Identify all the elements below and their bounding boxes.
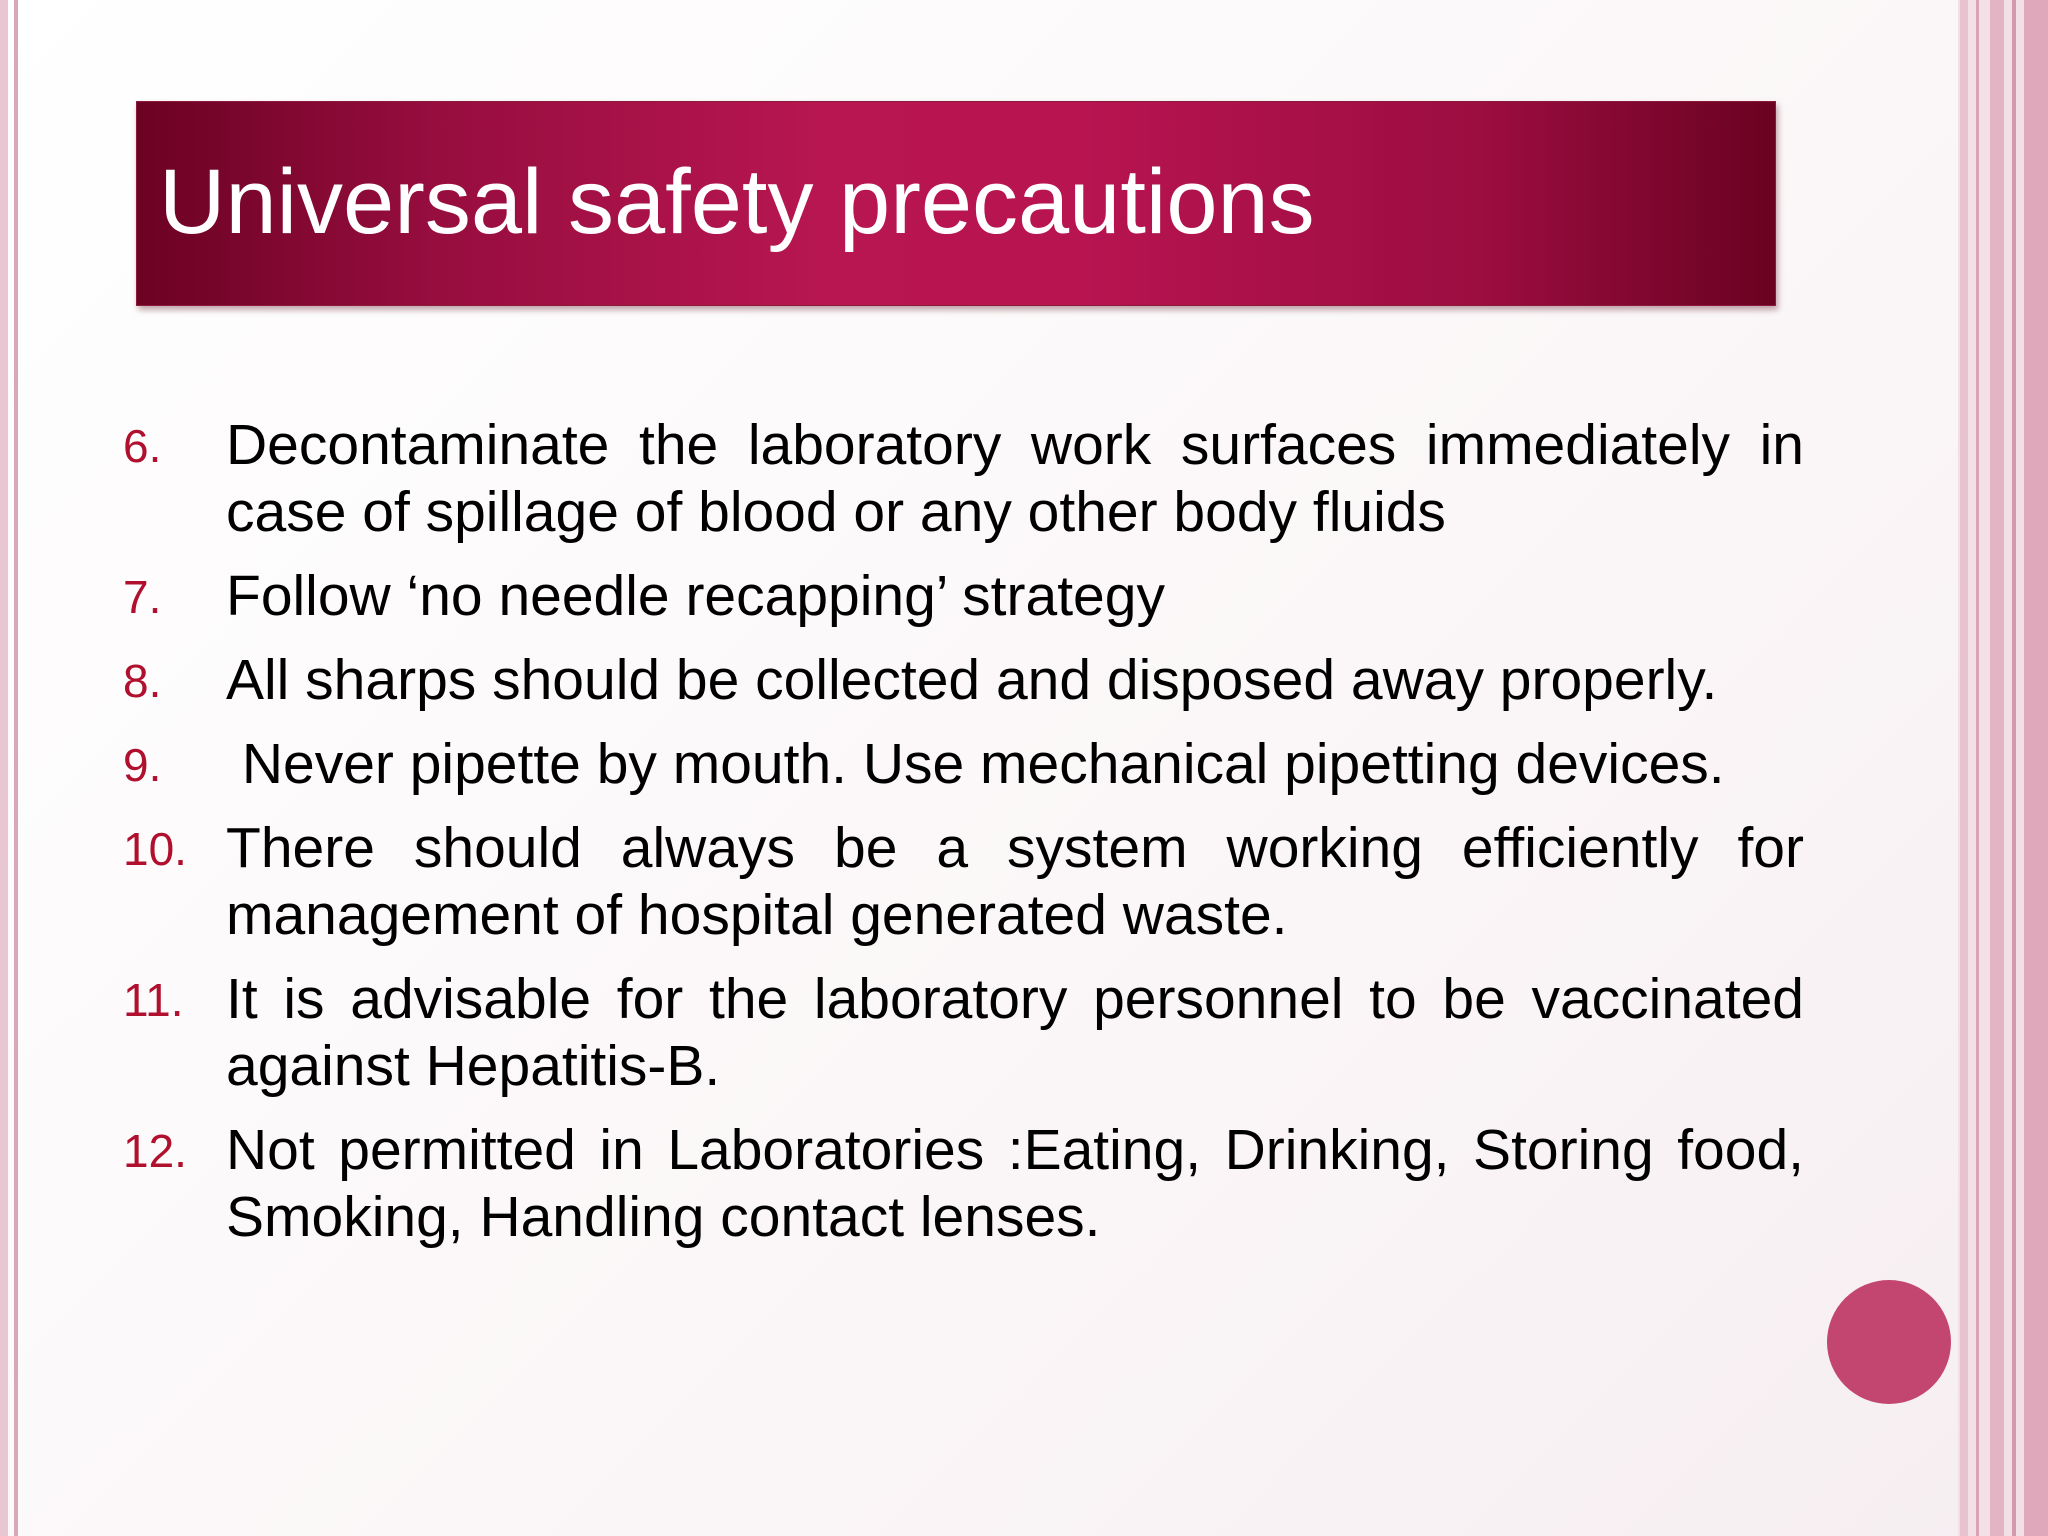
list-item-number: 9. <box>123 739 162 791</box>
right-border-stripe <box>2024 0 2048 1536</box>
right-border-stripe <box>2012 0 2016 1536</box>
list-item <box>120 412 1804 546</box>
list-item-text: Not permitted in Laboratories :Eating, Drinking, Storing food, Smoking, Handling contact lenses. <box>226 1118 1804 1249</box>
list-item <box>120 1117 1804 1251</box>
list-item-text: Decontaminate the laboratory work surfaces immediately in case of spillage of blood or any other body fluids <box>226 413 1804 544</box>
list-item-text: Never pipette by mouth. Use mechanical pipetting devices. <box>226 732 1725 796</box>
list-item-text: It is advisable for the laboratory personnel to be vaccinated against Hepatitis-B. <box>226 967 1804 1098</box>
list-item-number: 6. <box>123 420 162 472</box>
precautions-list <box>120 412 1804 1268</box>
title-bar <box>136 101 1776 306</box>
right-border-stripe <box>1976 0 1979 1536</box>
list-item-number: 10. <box>123 823 187 875</box>
list-item <box>120 647 1804 714</box>
decorative-circle <box>1827 1280 1951 1404</box>
list-item-text: There should always be a system working efficiently for management of hospital generated waste. <box>226 816 1804 947</box>
list-item-number: 12. <box>123 1125 187 1177</box>
list-item <box>120 815 1804 949</box>
right-border-stripe <box>1990 0 2004 1536</box>
list-item-text: Follow ‘no needle recapping’ strategy <box>226 564 1165 628</box>
left-border-stripe <box>14 0 18 1536</box>
list-item-number: 7. <box>123 571 162 623</box>
list-item-number: 8. <box>123 655 162 707</box>
right-border-stripe <box>1960 0 1968 1536</box>
list-item <box>120 731 1804 798</box>
slide-title: Universal safety precautions <box>159 151 1315 253</box>
list-item <box>120 563 1804 630</box>
list-item-text: All sharps should be collected and disposed away properly. <box>226 648 1718 712</box>
list-item-number: 11. <box>123 974 184 1026</box>
list-item <box>120 966 1804 1100</box>
left-border-stripe <box>0 0 8 1536</box>
